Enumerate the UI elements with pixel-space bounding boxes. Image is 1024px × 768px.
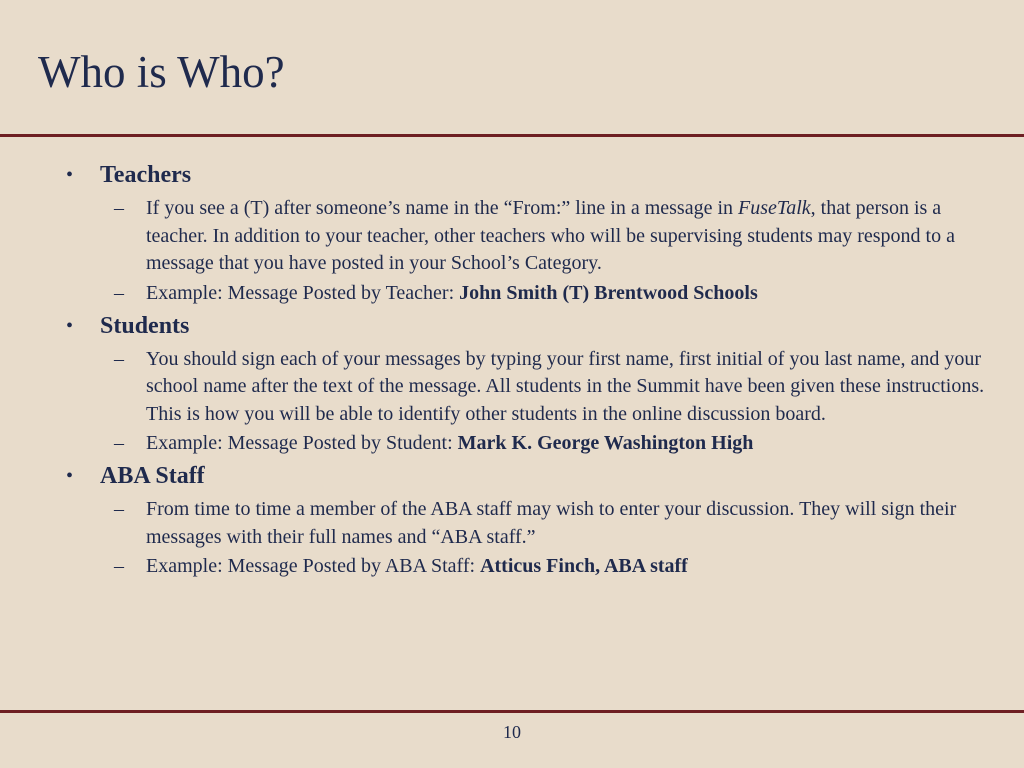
example-prefix: Example: Message Posted by ABA Staff: [146,555,481,577]
sub-item-text: You should sign each of your messages by typing your first name, first initial of you last name, and your school name after the text of the message. All students in the Summit have been given these instructions. This is how you will be able to identify other students in the online discussion board. [146,347,985,425]
bullet-label-students: Students [100,312,190,339]
fusetalk-name: FuseTalk [738,197,811,219]
bottom-divider [0,710,1024,713]
text-run: If you see a (T) after someone’s name in the “From:” line in a message in [146,197,739,219]
dash-marker: – [114,281,124,304]
bullet-students [0,309,1024,343]
example-name: Mark K. George Washington High [457,432,754,454]
sub-item-text: From time to time a member of the ABA staff may wish to enter your discussion. They will sign their messages with their full names and “ABA staff.” [146,498,957,548]
dash-marker: – [114,197,124,219]
bullet-dot: • [66,314,74,337]
dash-marker: – [114,432,124,454]
example-name: Atticus Finch, ABA staff [480,555,688,577]
sub-item-students-example [0,428,1024,458]
dash-marker: – [114,498,124,520]
sub-item-text [146,278,994,308]
example-prefix: Example: Message Posted by Student: [146,432,458,454]
slide-content [0,158,1024,581]
sub-item-text [146,195,994,278]
dash-marker: – [114,555,124,577]
sub-item-text [146,428,994,458]
example-name: John Smith (T) Brentwood Schools [459,281,758,304]
sub-item-text [146,551,994,581]
sub-item-teachers-example [0,278,1024,308]
bullet-dot: • [66,164,74,186]
sub-item-aba-staff-example [0,551,1024,581]
page-number: 10 [503,722,521,742]
bullet-label-teachers: Teachers [100,162,192,188]
bullet-aba-staff [0,459,1024,493]
dash-marker: – [114,347,124,370]
bullet-dot: • [66,465,74,487]
bullet-teachers [0,158,1024,192]
sub-item-aba-staff-description [0,496,1024,551]
sub-item-students-description [0,346,1024,429]
bullet-label-aba-staff: ABA Staff [100,463,205,489]
sub-item-teachers-description [0,195,1024,278]
slide-title: Who is Who? [38,47,285,97]
text-run: , that person is a teacher. In addition to your teacher, other teachers who will be supervising students may respond to a message that you have posted in your School’s Category. [146,197,955,274]
top-divider [0,134,1024,137]
example-prefix: Example: Message Posted by Teacher: [146,281,460,304]
